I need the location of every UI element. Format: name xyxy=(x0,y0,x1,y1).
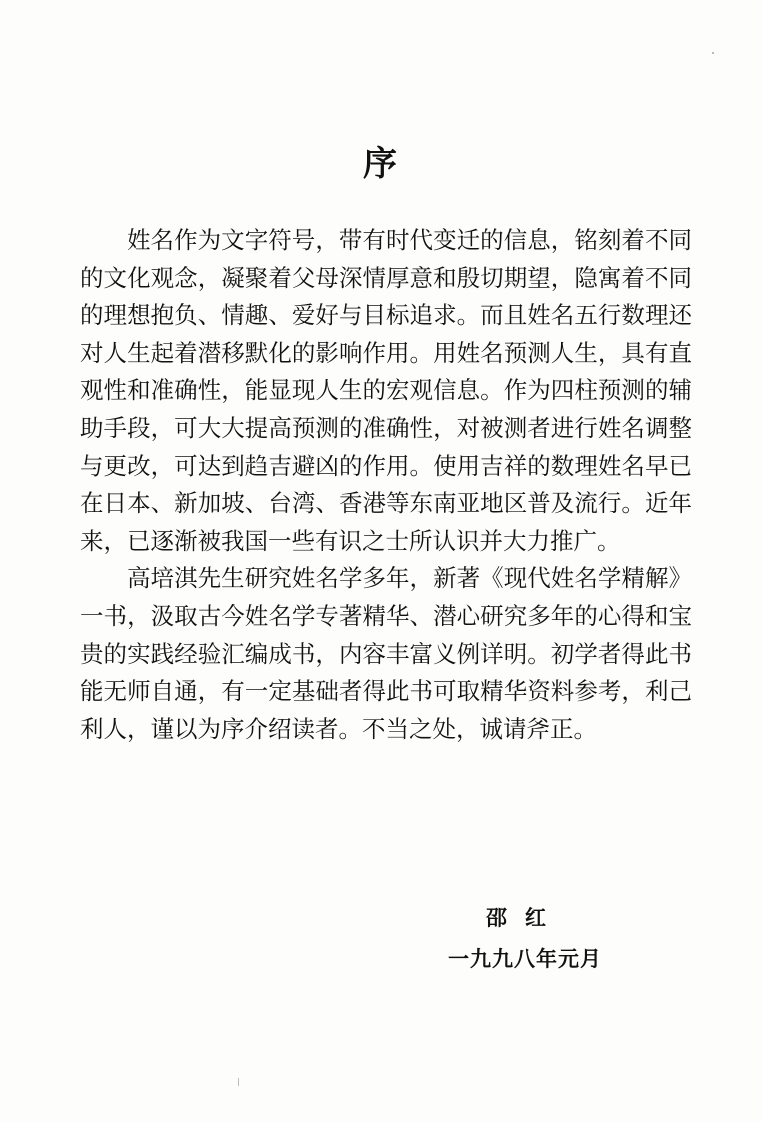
paragraph-2: 高培淇先生研究姓名学多年，新著《现代姓名学精解》一书，汲取古今姓名学专著精华、潜心研究多年的心得和宝贵的实践经验汇编成书，内容丰富义例详明。初学者得此书能无师自通，有一定基础者得此书可取精华资料参考，利己利人，谨以为序介绍读者。不当之处，诚请斧正。 xyxy=(80,564,692,743)
page-title: 序 xyxy=(363,144,399,184)
signature-author: 邵红 xyxy=(486,906,564,930)
scan-speck xyxy=(238,1078,239,1086)
signature-block xyxy=(440,898,640,980)
body-text xyxy=(80,222,692,748)
signature-date: 一九九八年元月 xyxy=(448,947,602,971)
scan-speck xyxy=(712,52,714,54)
paragraph-1: 姓名作为文字符号，带有时代变迁的信息，铭刻着不同的文化观念，凝聚着父母深情厚意和殷切期望，隐寓着不同的理想抱负、情趣、爱好与目标追求。而且姓名五行数理还对人生起着潜移默化的影响作用。用姓名预测人生，具有直观性和准确性，能显现人生的宏观信息。作为四柱预测的辅助手段，可大大提高预测的准确性，对被测者进行姓名调整与更改，可达到趋吉避凶的作用。使用吉祥的数理姓名早已在日本、新加坡、台湾、香港等东南亚地区普及流行。近年来，已逐渐被我国一些有识之士所认识并大力推广。 xyxy=(80,226,692,555)
